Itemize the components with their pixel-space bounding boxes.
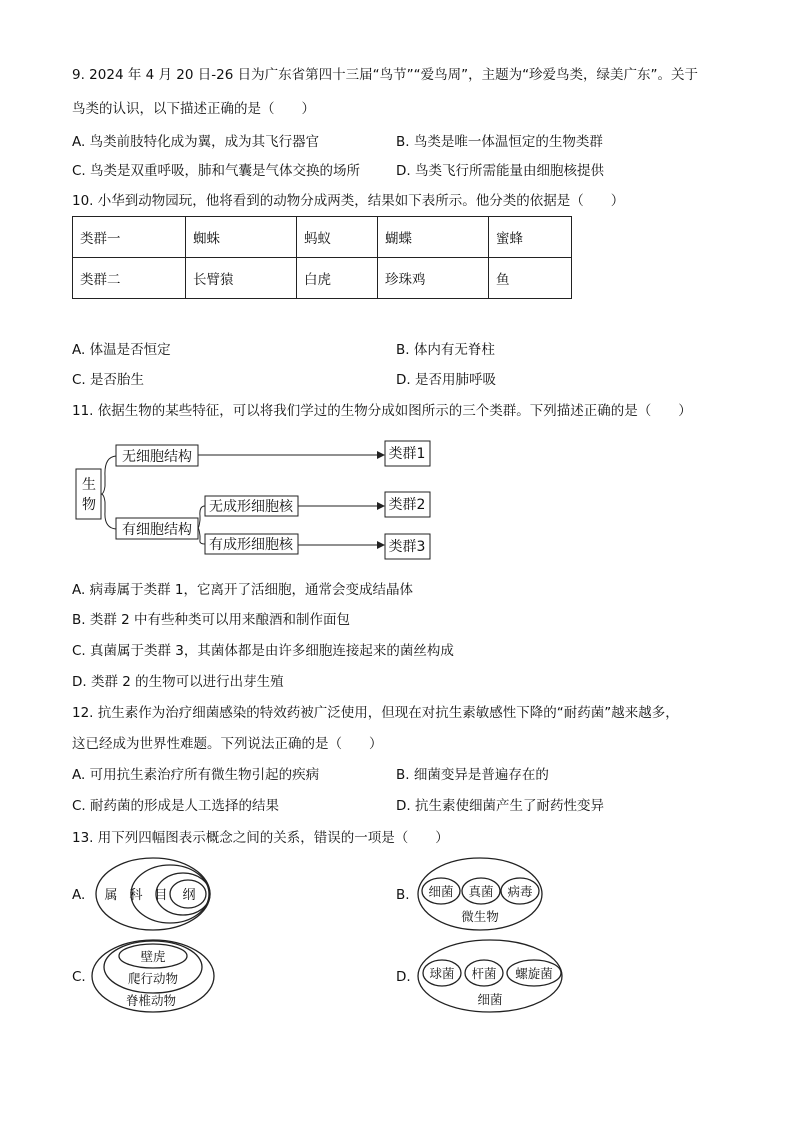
q9-option-c: C. 鸟类是双重呼吸，肺和气囊是气体交换的场所 bbox=[72, 163, 361, 179]
q9-option-d: D. 鸟类飞行所需能量由细胞核提供 bbox=[396, 163, 604, 179]
root-label-char2: 物 bbox=[82, 497, 96, 513]
q10-option-d: D. 是否用肺呼吸 bbox=[396, 372, 496, 388]
q13-figure-a bbox=[96, 858, 210, 930]
q13-option-a-letter: A. bbox=[72, 887, 86, 903]
label-fungi: 真菌 bbox=[468, 884, 494, 899]
group3-label: 类群3 bbox=[388, 539, 426, 555]
label-bacteria: 细菌 bbox=[428, 884, 454, 899]
label-gecko: 壁虎 bbox=[140, 949, 166, 964]
label-virus: 病毒 bbox=[507, 884, 533, 899]
q9-stem-line2: 鸟类的认识，以下描述正确的是（ ） bbox=[72, 101, 315, 117]
q11-arrowheads bbox=[377, 451, 385, 549]
has-cell-label: 有细胞结构 bbox=[122, 522, 192, 538]
q13-figure-c bbox=[92, 940, 214, 1012]
q9-stem-line1: 9. 2024 年 4 月 20 日-26 日为广东省第四十三届“鸟节”“爱鸟周”，主题为“珍爱鸟类，绿美广东”。关于 bbox=[72, 67, 699, 83]
table-cell: 类群一 bbox=[73, 217, 186, 258]
label-order: 目 bbox=[154, 888, 168, 903]
arrowhead-icon bbox=[377, 541, 385, 549]
q13-option-d-letter: D. bbox=[396, 969, 411, 985]
label-coccus: 球菌 bbox=[429, 966, 455, 981]
label-reptile: 爬行动物 bbox=[127, 971, 179, 986]
q12-option-b: B. 细菌变异是普遍存在的 bbox=[396, 767, 549, 783]
table-cell: 类群二 bbox=[73, 258, 186, 299]
table-cell: 长臂猿 bbox=[186, 258, 297, 299]
q13-figure-d bbox=[418, 940, 562, 1012]
q13-figure-b bbox=[418, 858, 542, 930]
q10-option-c: C. 是否胎生 bbox=[72, 372, 145, 388]
q9-option-a: A. 鸟类前肢特化成为翼，成为其飞行器官 bbox=[72, 134, 320, 150]
q13-stem: 13. 用下列四幅图表示概念之间的关系，错误的一项是（ ） bbox=[72, 830, 449, 846]
q12-stem-line1: 12. 抗生素作为治疗细菌感染的特效药被广泛使用，但现在对抗生素敏感性下降的“耐药菌”越来越多， bbox=[72, 705, 679, 721]
group2-label: 类群2 bbox=[388, 497, 426, 513]
table-cell: 蜘蛛 bbox=[186, 217, 297, 258]
no-cell-label: 无细胞结构 bbox=[122, 449, 192, 465]
table-cell: 珍珠鸡 bbox=[378, 258, 489, 299]
no-nucleus-label: 无成形细胞核 bbox=[209, 499, 293, 515]
table-cell: 蚂蚁 bbox=[297, 217, 378, 258]
label-bacteria-group: 细菌 bbox=[477, 992, 503, 1007]
q12-option-d: D. 抗生素使细菌产生了耐药性变异 bbox=[396, 798, 604, 814]
q11-option-b: B. 类群 2 中有些种类可以用来酿酒和制作面包 bbox=[72, 612, 351, 628]
q13-option-c-letter: C. bbox=[72, 969, 86, 985]
q10-stem: 10. 小华到动物园玩，他将看到的动物分成两类，结果如下表所示。他分类的依据是（ ） bbox=[72, 193, 625, 209]
q10-option-a: A. 体温是否恒定 bbox=[72, 342, 171, 358]
table-cell: 蝴蝶 bbox=[378, 217, 489, 258]
label-class: 纲 bbox=[182, 888, 196, 903]
q13-option-b-letter: B. bbox=[396, 887, 410, 903]
root-label-char1: 生 bbox=[82, 477, 96, 493]
label-vertebrate: 脊椎动物 bbox=[125, 993, 177, 1008]
q11-option-c: C. 真菌属于类群 3，其菌体都是由许多细胞连接起来的菌丝构成 bbox=[72, 643, 454, 659]
q9-option-b: B. 鸟类是唯一体温恒定的生物类群 bbox=[396, 134, 603, 150]
q10-option-b: B. 体内有无脊柱 bbox=[396, 342, 495, 358]
table-cell: 蜜蜂 bbox=[489, 217, 572, 258]
q11-option-a: A. 病毒属于类群 1，它离开了活细胞，通常会变成结晶体 bbox=[72, 582, 413, 598]
cell-brace bbox=[198, 506, 205, 544]
q12-option-a: A. 可用抗生素治疗所有微生物引起的疾病 bbox=[72, 767, 320, 783]
label-bacillus: 杆菌 bbox=[471, 966, 497, 981]
label-genus: 属 bbox=[104, 888, 118, 903]
label-microorganism: 微生物 bbox=[461, 909, 499, 924]
arrowhead-icon bbox=[377, 451, 385, 459]
root-brace bbox=[101, 456, 116, 529]
group1-label: 类群1 bbox=[388, 446, 426, 462]
table-cell: 白虎 bbox=[297, 258, 378, 299]
arrowhead-icon bbox=[377, 502, 385, 510]
q11-option-d: D. 类群 2 的生物可以进行出芽生殖 bbox=[72, 674, 284, 690]
table-cell: 鱼 bbox=[489, 258, 572, 299]
q12-option-c: C. 耐药菌的形成是人工选择的结果 bbox=[72, 798, 280, 814]
label-family: 科 bbox=[129, 888, 143, 903]
q11-stem: 11. 依据生物的某些特征，可以将我们学过的生物分成如图所示的三个类群。下列描述正确的是（ ） bbox=[72, 403, 692, 419]
q12-stem-line2: 这已经成为世界性难题。下列说法正确的是（ ） bbox=[72, 736, 383, 752]
has-nucleus-label: 有成形细胞核 bbox=[209, 537, 293, 553]
label-spirillum: 螺旋菌 bbox=[515, 966, 553, 981]
